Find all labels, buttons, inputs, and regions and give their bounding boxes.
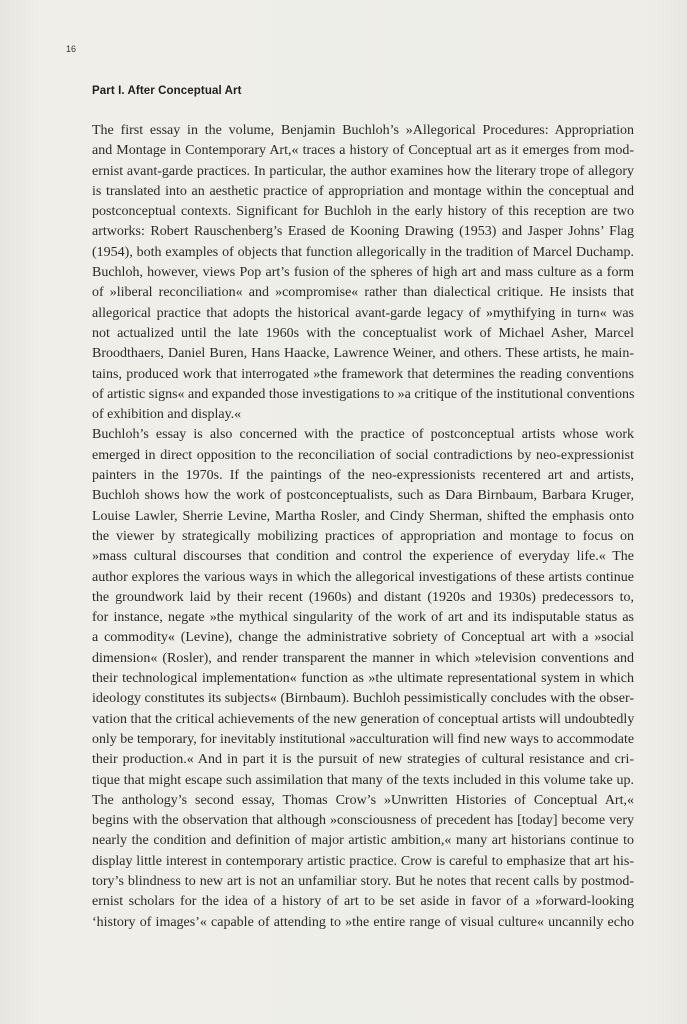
text-line: postconceptual contexts. Significant for Buchloh in the early history of this reception are two xyxy=(92,204,634,220)
text-line: their production.« And in part it is the pursuit of new strategies of cultural resistance and cri- xyxy=(92,752,634,768)
text-line: Buchloh, however, views Pop art’s fusion of the spheres of high art and mass culture as a form xyxy=(92,265,634,281)
text-line: painters in the 1970s. If the paintings of the neo-expressionists recentered art and artists, xyxy=(92,468,634,484)
text-line: and Montage in Contemporary Art,« traces a history of Conceptual art as it emerges from mod- xyxy=(92,143,634,159)
text-line: »mass cultural discourses that condition and control the experience of everyday life.« The xyxy=(92,549,634,565)
text-line: ‘history of images’« capable of attending to »the entire range of visual culture« uncannily echo xyxy=(92,914,634,930)
text-line: Buchloh’s essay is also concerned with the practice of postconceptual artists whose work xyxy=(92,427,634,443)
text-line: dimension« (Rosler), and render transparent the manner in which »television conventions and xyxy=(92,650,634,666)
text-line: for instance, negate »the mythical singularity of the work of art and its indisputable status as xyxy=(92,610,634,626)
page-number: 16 xyxy=(66,44,77,54)
text-line: begins with the observation that although »consciousness of precedent has [today] become very xyxy=(92,813,634,829)
text-line: their technological implementation« function as »the ultimate representational system in which xyxy=(92,671,634,687)
text-line: the viewer by strategically mobilizing practices of appropriation and montage to focus on xyxy=(92,528,634,544)
text-line: ideology constitutes its subjects« (Birnbaum). Buchloh pessimistically concludes with the obser- xyxy=(92,691,634,707)
text-line: ernist avant-garde practices. In particular, the author examines how the literary trope of allegory xyxy=(92,163,634,179)
text-line: author explores the various ways in which the allegorical investigations of these artists continue xyxy=(92,569,634,585)
text-line: a commodity« (Levine), change the administrative sobriety of Conceptual art with a »social xyxy=(92,630,634,646)
text-line: the groundwork laid by their recent (1960s) and distant (1920s and 1930s) predecessors to, xyxy=(92,589,634,605)
text-line: of exhibition and display.« xyxy=(92,407,242,423)
text-line: The first essay in the volume, Benjamin Buchloh’s »Allegorical Procedures: Appropriation xyxy=(92,123,634,138)
text-line: Broodthaers, Daniel Buren, Hans Haacke, Lawrence Weiner, and others. These artists, he main- xyxy=(92,346,634,362)
text-line: The anthology’s second essay, Thomas Crow’s »Unwritten Histories of Conceptual Art,« xyxy=(92,792,634,808)
text-line: of »liberal reconciliation« and »compromise« rather than dialectical critique. He insists that xyxy=(92,285,634,301)
text-line: Louise Lawler, Sherrie Levine, Martha Rosler, and Cindy Sherman, shifted the emphasis onto xyxy=(92,508,634,524)
text-line: ernist scholars for the idea of a history of art to be set aside in favor of a »forward-looking xyxy=(92,894,634,910)
text-line: emerged in direct opposition to the reconciliation of social contradictions by neo-expressionist xyxy=(92,447,634,463)
text-line: tique that might escape such assimilation that many of the texts included in this volume take up. xyxy=(92,772,634,788)
text-line: (1954), both examples of objects that function allegorically in the tradition of Marcel Duchamp. xyxy=(92,244,634,260)
text-line: tory’s blindness to new art is not an unfamiliar story. But he notes that recent calls by postmod- xyxy=(92,873,634,889)
text-line: artworks: Robert Rauschenberg’s Erased de Kooning Drawing (1953) and Jasper Johns’ Flag xyxy=(92,224,634,240)
text-line: allegorical practice that adopts the historical avant-garde legacy of »mythifying in turn« was xyxy=(92,305,634,321)
text-line: display little interest in contemporary artistic practice. Crow is careful to emphasize that art his- xyxy=(92,853,634,869)
text-line: tains, produced work that interrogated »the framework that determines the reading conventions xyxy=(92,366,634,382)
text-line: nearly the condition and definition of major artistic ambition,« many art historians continue to xyxy=(92,833,634,849)
section-heading: Part I. After Conceptual Art xyxy=(92,85,242,97)
text-line: Buchloh shows how the work of postconceptualists, such as Dara Birnbaum, Barbara Kruger, xyxy=(92,488,634,504)
text-line: is translated into an aesthetic practice of appropriation and montage within the conceptual and xyxy=(92,183,634,199)
text-line: not actualized until the late 1960s with the conceptualist work of Michael Asher, Marcel xyxy=(92,325,634,341)
body-text xyxy=(92,121,634,933)
text-line: of artistic signs« and expanded those investigations to »a critique of the institutional conventions xyxy=(92,386,635,402)
text-line: only be temporary, for inevitably institutional »acculturation will find new ways to accommodate xyxy=(92,731,634,747)
text-line: vation that the critical achievements of the new generation of conceptual artists will undoubtedly xyxy=(92,711,635,727)
